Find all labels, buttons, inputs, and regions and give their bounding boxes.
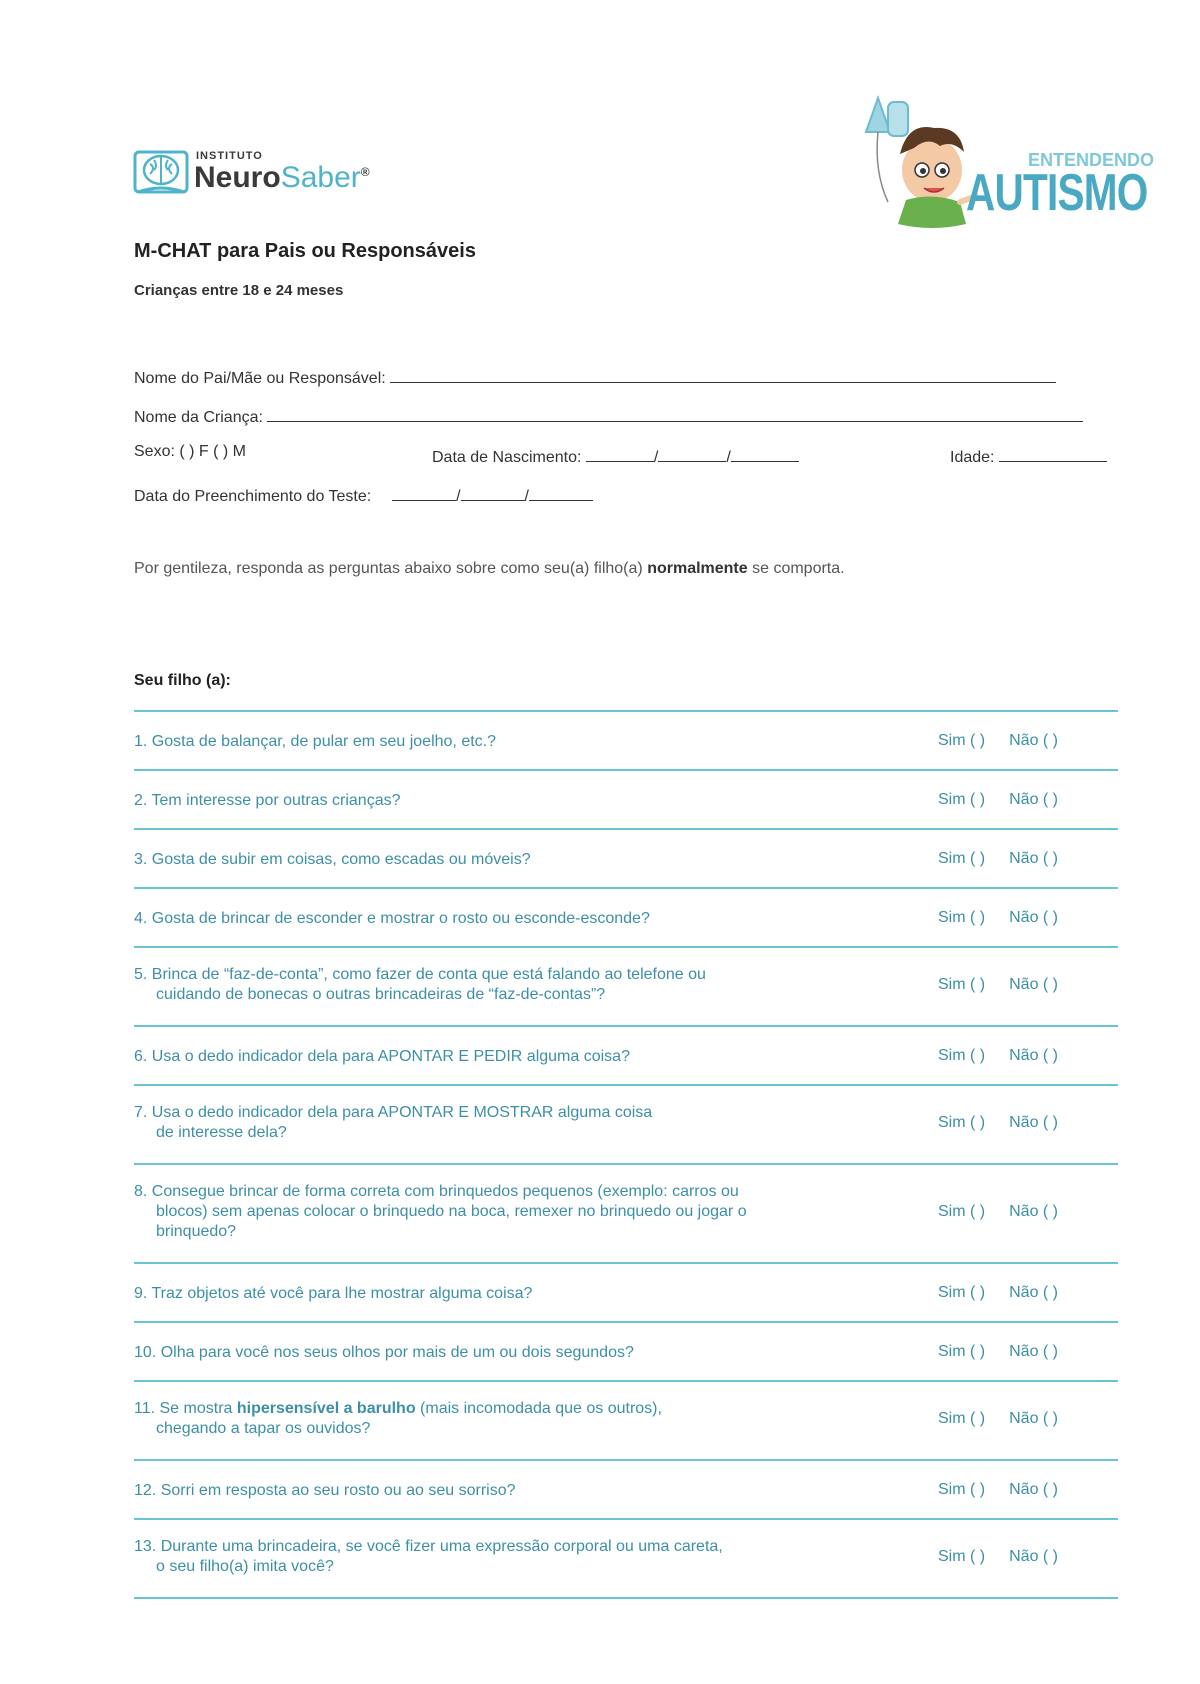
question-row — [134, 830, 1118, 889]
question-text: 2. Tem interesse por outras crianças? — [134, 792, 401, 809]
date-slash: / — [456, 488, 461, 505]
yes-option[interactable]: Sim ( ) — [938, 1481, 986, 1498]
answer-options — [938, 1548, 1118, 1566]
fill-date-label: Data do Preenchimento do Teste: — [134, 488, 372, 505]
answer-options — [938, 1284, 1118, 1302]
date-slash: / — [726, 449, 731, 466]
question-text — [134, 965, 904, 1005]
question-text: 4. Gosta de brincar de esconder e mostrar o rosto ou esconde-esconde? — [134, 910, 650, 927]
question-line: 5. Brinca de “faz-de-conta”, como fazer de conta que está falando ao telefone ou — [134, 966, 706, 983]
yes-option[interactable]: Sim ( ) — [938, 1114, 986, 1131]
birth-date-label: Data de Nascimento: — [432, 449, 582, 466]
instructions — [134, 560, 845, 578]
question-row — [134, 1165, 1118, 1264]
yes-option[interactable]: Sim ( ) — [938, 1548, 986, 1565]
yes-option[interactable]: Sim ( ) — [938, 1047, 986, 1064]
yes-option[interactable]: Sim ( ) — [938, 1203, 986, 1220]
logo-name — [194, 161, 370, 195]
answer-options — [938, 732, 1118, 750]
birth-day-field[interactable] — [586, 443, 654, 462]
no-option[interactable]: Não ( ) — [1009, 732, 1059, 749]
fill-month-field[interactable] — [461, 482, 525, 501]
question-row — [134, 1323, 1118, 1382]
page-subtitle: Crianças entre 18 e 24 meses — [134, 282, 344, 299]
answer-options — [938, 1203, 1118, 1221]
instructions-text: Por gentileza, responda as perguntas abaixo sobre como seu(a) filho(a) — [134, 560, 648, 577]
age-row — [950, 443, 1107, 467]
no-option[interactable]: Não ( ) — [1009, 976, 1059, 993]
no-option[interactable]: Não ( ) — [1009, 1047, 1059, 1064]
answer-options — [938, 976, 1118, 994]
age-label: Idade: — [950, 449, 995, 466]
answer-options — [938, 1114, 1118, 1132]
registered-mark: ® — [360, 165, 370, 179]
birth-date-row — [432, 443, 799, 467]
child-name-row — [134, 403, 1083, 427]
fill-year-field[interactable] — [529, 482, 593, 501]
question-line: 8. Consegue brincar de forma correta com brinquedos pequenos (exemplo: carros ou — [134, 1183, 739, 1200]
question-line: brinquedo? — [156, 1223, 237, 1240]
yes-option[interactable]: Sim ( ) — [938, 791, 986, 808]
question-text: 1. Gosta de balançar, de pular em seu joelho, etc.? — [134, 733, 497, 750]
boy-balloon-icon — [848, 92, 978, 242]
brain-book-icon — [132, 146, 190, 198]
yes-option[interactable]: Sim ( ) — [938, 1343, 986, 1360]
question-text: 6. Usa o dedo indicador dela para APONTAR E PEDIR alguma coisa? — [134, 1048, 630, 1065]
fill-day-field[interactable] — [392, 482, 456, 501]
question-text: 10. Olha para você nos seus olhos por mais de um ou dois segundos? — [134, 1344, 634, 1361]
question-row — [134, 1520, 1118, 1599]
answer-options — [938, 850, 1118, 868]
parent-name-label: Nome do Pai/Mãe ou Responsável: — [134, 370, 386, 387]
yes-option[interactable]: Sim ( ) — [938, 732, 986, 749]
question-line: 11. Se mostra — [134, 1400, 237, 1417]
entendendo-autismo-logo — [848, 92, 1155, 242]
birth-month-field[interactable] — [658, 443, 726, 462]
question-line: blocos) sem apenas colocar o brinquedo na boca, remexer no brinquedo ou jogar o — [156, 1203, 747, 1220]
answer-options — [938, 1481, 1118, 1499]
logo-autismo-text: AUTISMO — [966, 164, 1148, 222]
question-text — [134, 1537, 904, 1577]
question-row — [134, 712, 1118, 771]
question-row — [134, 889, 1118, 948]
question-line: o seu filho(a) imita você? — [156, 1558, 334, 1575]
page-title: M-CHAT para Pais ou Responsáveis — [134, 240, 476, 262]
question-line: 7. Usa o dedo indicador dela para APONTAR E MOSTRAR alguma coisa — [134, 1104, 653, 1121]
question-line: 13. Durante uma brincadeira, se você fizer uma expressão corporal ou uma careta, — [134, 1538, 723, 1555]
question-row — [134, 1027, 1118, 1086]
logo-name-part2: Saber — [280, 161, 361, 194]
answer-options — [938, 1410, 1118, 1428]
yes-option[interactable]: Sim ( ) — [938, 1284, 986, 1301]
logo-small-text: INSTITUTO — [196, 150, 263, 162]
question-text: 9. Traz objetos até você para lhe mostrar alguma coisa? — [134, 1285, 533, 1302]
question-row — [134, 1382, 1118, 1461]
fill-date-row — [134, 482, 593, 506]
logo-entendendo-text: ENTENDENDO — [1028, 150, 1155, 170]
question-row — [134, 771, 1118, 830]
no-option[interactable]: Não ( ) — [1009, 791, 1059, 808]
answer-options — [938, 791, 1118, 809]
question-line: cuidando de bonecas o outras brincadeiras de “faz-de-contas”? — [156, 986, 606, 1003]
parent-name-field[interactable] — [390, 364, 1056, 383]
question-line: de interesse dela? — [156, 1124, 287, 1141]
question-list — [134, 710, 1118, 1599]
sex-label[interactable]: Sexo: ( ) F ( ) M — [134, 443, 246, 460]
question-text — [134, 1103, 904, 1143]
no-option[interactable]: Não ( ) — [1009, 1548, 1059, 1565]
question-row — [134, 1086, 1118, 1165]
birth-year-field[interactable] — [731, 443, 799, 462]
child-name-label: Nome da Criança: — [134, 409, 263, 426]
question-row — [134, 948, 1118, 1027]
yes-option[interactable]: Sim ( ) — [938, 1410, 986, 1427]
neurosaber-logo — [132, 146, 382, 206]
yes-option[interactable]: Sim ( ) — [938, 909, 986, 926]
question-text: 12. Sorri em resposta ao seu rosto ou ao seu sorriso? — [134, 1482, 516, 1499]
no-option[interactable]: Não ( ) — [1009, 1284, 1059, 1301]
age-field[interactable] — [999, 443, 1107, 462]
answer-options — [938, 909, 1118, 927]
section-title: Seu filho (a): — [134, 672, 231, 689]
question-emphasis: hipersensível a barulho — [236, 1400, 416, 1417]
instructions-end: se comporta. — [747, 560, 845, 577]
logo-name-part1: Neuro — [194, 161, 281, 194]
no-option[interactable]: Não ( ) — [1009, 850, 1059, 867]
no-option[interactable]: Não ( ) — [1009, 1203, 1059, 1220]
no-option[interactable]: Não ( ) — [1009, 1481, 1059, 1498]
instructions-bold: normalmente — [647, 560, 748, 577]
answer-options — [938, 1047, 1118, 1065]
question-line: (mais incomodada que os outros), — [415, 1400, 662, 1417]
date-slash: / — [524, 488, 529, 505]
parent-name-row — [134, 364, 1056, 388]
no-option[interactable]: Não ( ) — [1009, 1343, 1059, 1360]
question-text: 3. Gosta de subir em coisas, como escadas ou móveis? — [134, 851, 531, 868]
yes-option[interactable]: Sim ( ) — [938, 850, 986, 867]
date-slash: / — [653, 449, 659, 466]
question-text — [134, 1182, 904, 1242]
yes-option[interactable]: Sim ( ) — [938, 976, 986, 993]
question-line: chegando a tapar os ouvidos? — [156, 1420, 371, 1437]
question-row — [134, 1461, 1118, 1520]
no-option[interactable]: Não ( ) — [1009, 909, 1059, 926]
question-text — [134, 1399, 904, 1439]
child-name-field[interactable] — [267, 403, 1083, 422]
answer-options — [938, 1343, 1118, 1361]
no-option[interactable]: Não ( ) — [1009, 1410, 1059, 1427]
no-option[interactable]: Não ( ) — [1009, 1114, 1059, 1131]
question-row — [134, 1264, 1118, 1323]
